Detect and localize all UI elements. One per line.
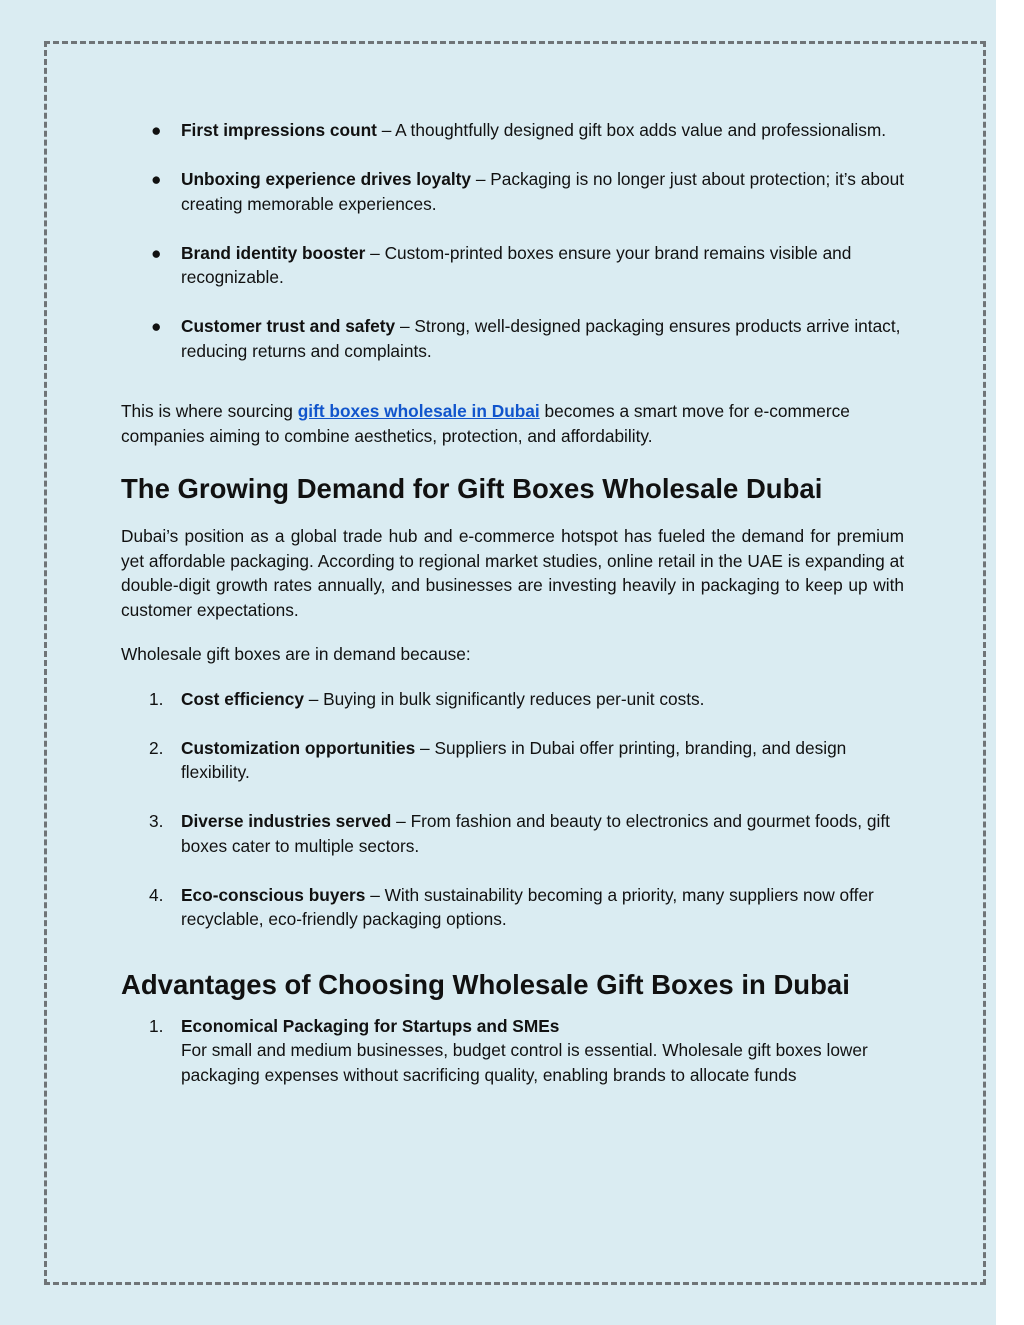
list-item (121, 736, 904, 785)
item-number: 1. (149, 688, 164, 709)
list-item (121, 241, 904, 290)
intro-paragraph (121, 399, 904, 448)
list-item (121, 118, 904, 143)
numbered-list (121, 687, 904, 932)
section-heading: The Growing Demand for Gift Boxes Wholesale Dubai (121, 473, 823, 504)
item-text: – Custom-printed boxes ensure your brand remains visible and recognizable. (181, 242, 852, 287)
gift-boxes-link[interactable]: gift boxes wholesale in Dubai (297, 401, 540, 421)
list-item (121, 883, 904, 932)
item-title: Diverse industries served (181, 811, 392, 831)
item-title: Eco-conscious buyers (181, 884, 366, 905)
item-text: – Buying in bulk significantly reduces per-unit costs. (303, 688, 705, 709)
bullet-list (121, 118, 904, 363)
item-text: – A thoughtfully designed gift box adds value and professionalism. (376, 120, 887, 140)
page-content (121, 118, 904, 1112)
item-title: Unboxing experience drives loyalty (181, 169, 472, 189)
item-text: – With sustainability becoming a priority, many suppliers now offer recyclable, eco-friendly packaging options. (181, 884, 874, 929)
item-title: First impressions count (181, 120, 377, 140)
section-paragraph: Dubai’s position as a global trade hub and e-commerce hotspot has fueled the demand for premium yet affordable packaging. According to regional market studies, online retail in the UAE is expanding at double-digit growth rates annually, and businesses are investing heavily in packaging to keep up with customer expectations. (121, 526, 904, 620)
list-item (121, 687, 904, 712)
item-title: Customization opportunities (181, 737, 416, 758)
item-text: – From fashion and beauty to electronics and gourmet foods, gift boxes cater to multiple sectors. (181, 811, 890, 856)
item-text: – Strong, well-designed packaging ensures products arrive intact, reducing returns and complaints. (181, 316, 901, 361)
bullet-icon: ● (151, 242, 162, 263)
intro-text: This is where sourcing (121, 401, 298, 421)
item-text: For small and medium businesses, budget control is essential. Wholesale gift boxes lower packaging expenses without sacrificing quality, enabling brands to allocate funds (181, 1040, 868, 1085)
bullet-icon: ● (151, 120, 162, 140)
intro-text: becomes a smart move for e-commerce companies aiming to combine aesthetics, protection, and affordability. (121, 401, 850, 446)
bullet-icon: ● (151, 169, 162, 189)
list-item (121, 167, 904, 216)
item-title: Customer trust and safety (181, 316, 396, 336)
item-title: Economical Packaging for Startups and SMEs (181, 1015, 560, 1036)
list-lead: Wholesale gift boxes are in demand because: (121, 644, 471, 664)
item-text: – Packaging is no longer just about protection; it’s about creating memorable experiences. (181, 169, 904, 214)
list-item (121, 1014, 904, 1088)
list-item (121, 809, 904, 858)
item-number: 2. (149, 737, 164, 758)
numbered-list (121, 1014, 904, 1088)
item-number: 4. (149, 884, 164, 905)
item-title: Cost efficiency (181, 688, 304, 709)
item-text: – Suppliers in Dubai offer printing, branding, and design flexibility. (181, 737, 847, 782)
bullet-icon: ● (151, 316, 162, 336)
section-heading: Advantages of Choosing Wholesale Gift Boxes in Dubai (121, 968, 850, 1000)
item-title: Brand identity booster (181, 242, 366, 263)
item-number: 1. (149, 1015, 164, 1036)
list-item (121, 314, 904, 363)
item-number: 3. (149, 811, 164, 831)
